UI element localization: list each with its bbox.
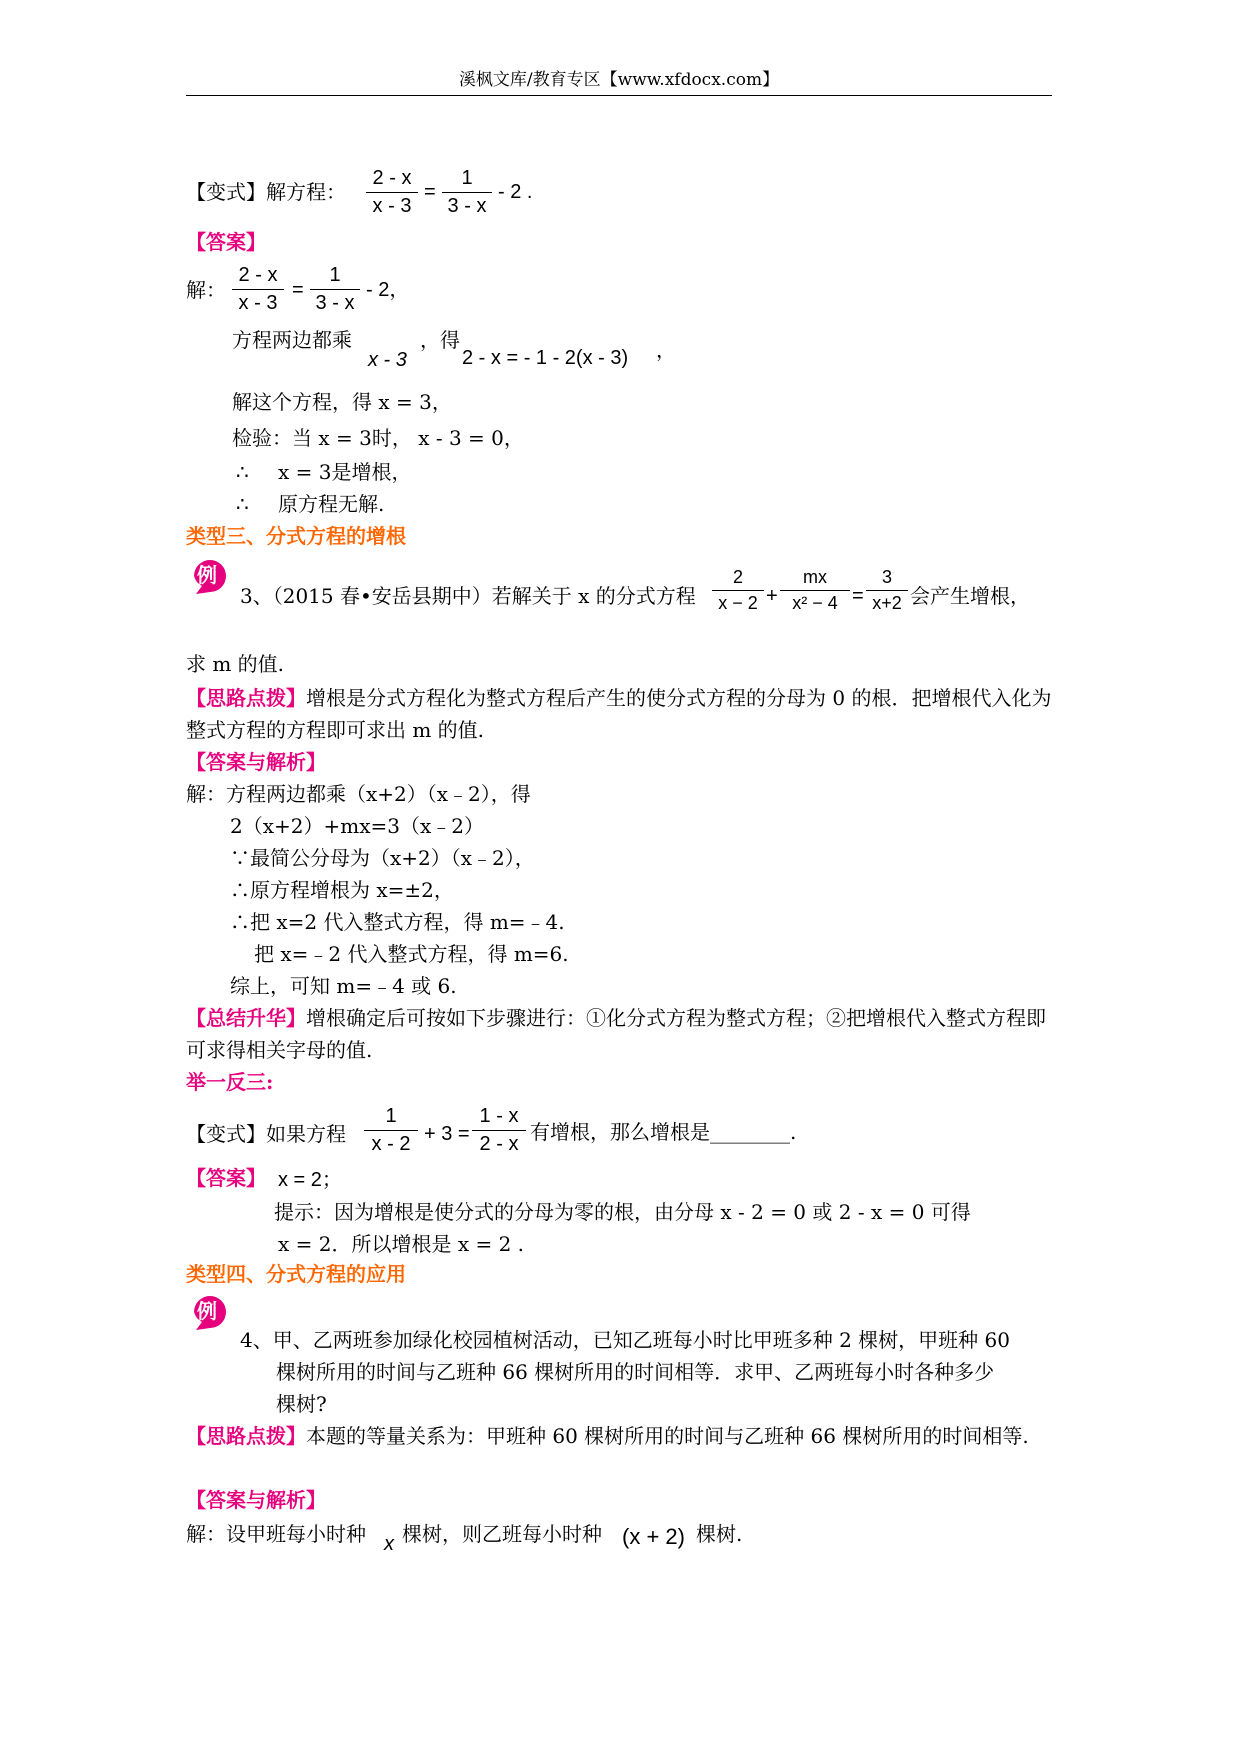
answer-var-2-conclusion: x = 2．所以增根是 x = 2 . [278, 1232, 525, 1256]
solution-1-equals: = [292, 279, 304, 301]
section-heading-type-4: 类型四、分式方程的应用 [186, 1262, 406, 1286]
solution-1-multiply-get: ，得 [420, 328, 460, 352]
solution-1-extraneous-line: x = 3是增根， [278, 460, 412, 484]
variation-1-equals: = [424, 181, 436, 203]
example-3-equals: = [852, 585, 864, 607]
answer-4-text-middle: 棵树，则乙班每小时种 [402, 1522, 602, 1546]
answer-analysis-label: 【答案与解析】 [186, 750, 326, 774]
solution-1-multiply-comma: ， [656, 338, 676, 362]
summary-3-paragraph [186, 1002, 1052, 1066]
hint-4-text: 本题的等量关系为：甲班种 60 棵树所用的时间与乙班种 66 棵树所用的时间相等. [306, 1424, 1029, 1448]
solution-1-conclusion: 原方程无解. [278, 492, 385, 516]
example-3-fraction-1: 2 x − 2 [712, 568, 764, 612]
therefore-symbol: ∴ [236, 492, 249, 516]
solution-1-multiply-text: 方程两边都乘 [232, 328, 352, 352]
answer-var-2-hint: 提示：因为增根是使分式的分母为零的根，由分母 x - 2 = 0 或 2 - x = 0 可得 [274, 1200, 971, 1224]
variation-1-fraction-left: 2 - x x - 3 [366, 168, 418, 216]
solution-1-jie: 解： [186, 278, 226, 302]
solution-1-tail: - 2， [366, 279, 410, 301]
answer-3-line: ∵最简公分母为（x+2）（x﹣2）， [230, 846, 535, 870]
hint-4-label: 【思路点拨】 [186, 1424, 306, 1448]
solution-1-fraction-left: 2 - x x - 3 [232, 265, 284, 313]
hint-3-paragraph [186, 682, 1052, 746]
answer-3-line: ∴原方程增根为 x=±2， [230, 878, 454, 902]
section-heading-type-3: 类型三、分式方程的增根 [186, 524, 406, 548]
answer-4-text-end: 棵树. [696, 1522, 743, 1546]
example-badge-char: 例 [197, 563, 217, 587]
variation-1-prefix: 【变式】解方程： [186, 180, 346, 204]
example-badge-char: 例 [197, 1299, 217, 1323]
answer-3-line: ∴把 x=2 代入整式方程，得 m=﹣4. [230, 910, 565, 934]
page-header: 溪枫文库/教育专区【www.xfdocx.com】 [458, 70, 780, 90]
variation-1-fraction-right: 1 3 - x [442, 168, 492, 216]
answer-analysis-label: 【答案与解析】 [186, 1488, 326, 1512]
variation-2-plus: + 3 = [424, 1123, 470, 1145]
practice-heading: 举一反三: [186, 1070, 274, 1094]
example-3-fraction-2: mx x² − 4 [780, 568, 850, 612]
variation-2-prefix: 【变式】如果方程 [186, 1122, 346, 1146]
summary-3-label: 【总结升华】 [186, 1006, 306, 1030]
variation-1-tail: - 2 . [498, 181, 533, 203]
answer-label: 【答案】 [186, 1166, 266, 1190]
example-3-text-end: 会产生增根， [910, 584, 1030, 608]
example-4-line: 棵树? [276, 1392, 327, 1416]
variation-2-tail: 有增根，那么增根是________. [530, 1120, 797, 1144]
header-rule [186, 95, 1052, 96]
example-3-text: 3、（2015 春•安岳县期中）若解关于 x 的分式方程 [240, 584, 696, 608]
answer-3-line: 解：方程两边都乘（x+2）（x﹣2），得 [186, 782, 531, 806]
summary-3-text: 增根确定后可按如下步骤进行：①化分式方程为整式方程；②把增根代入整式方程即可求得相关字母的值. [186, 1006, 1046, 1062]
answer-4-text: 解：设甲班每小时种 [186, 1522, 366, 1546]
therefore-symbol: ∴ [236, 460, 249, 484]
variation-2-fraction-right: 1 - x 2 - x [472, 1106, 526, 1154]
answer-label: 【答案】 [186, 230, 266, 254]
example-3-plus: + [766, 585, 778, 607]
solution-1-multiply-factor: x - 3 [368, 349, 407, 371]
hint-4-paragraph [186, 1420, 1052, 1452]
answer-3-line: 把 x=﹣2 代入整式方程，得 m=6. [254, 942, 569, 966]
answer-4-variable: x [384, 1533, 394, 1555]
example-3-question: 求 m 的值. [186, 652, 285, 676]
answer-var-2-value: x = 2； [278, 1169, 342, 1191]
answer-3-line: 综上，可知 m=﹣4 或 6. [230, 974, 457, 998]
variation-2-fraction-left: 1 x - 2 [364, 1106, 418, 1154]
example-4-line: 棵树所用的时间与乙班种 66 棵树所用的时间相等．求甲、乙两班每小时各种多少 [276, 1360, 995, 1384]
solution-1-multiply-equation: 2 - x = - 1 - 2(x - 3) [462, 347, 629, 369]
solution-1-fraction-right: 1 3 - x [310, 265, 360, 313]
example-3-fraction-3: 3 x+2 [866, 568, 908, 612]
example-4-line: 4、甲、乙两班参加绿化校园植树活动，已知乙班每小时比甲班多种 2 棵树，甲班种 60 [240, 1328, 1010, 1352]
solution-1-check-line: 检验：当 x = 3时， x - 3 = 0， [232, 426, 524, 450]
answer-3-line: 2（x+2）+mx=3（x﹣2） [230, 814, 484, 838]
answer-4-expression: (x + 2) [622, 1524, 685, 1549]
solution-1-solve-line: 解这个方程，得 x = 3， [232, 390, 452, 414]
hint-3-label: 【思路点拨】 [186, 686, 306, 710]
hint-3-text: 增根是分式方程化为整式方程后产生的使分式方程的分母为 0 的根．把增根代入化为整式方程的方程即可求出 m 的值. [186, 686, 1052, 742]
